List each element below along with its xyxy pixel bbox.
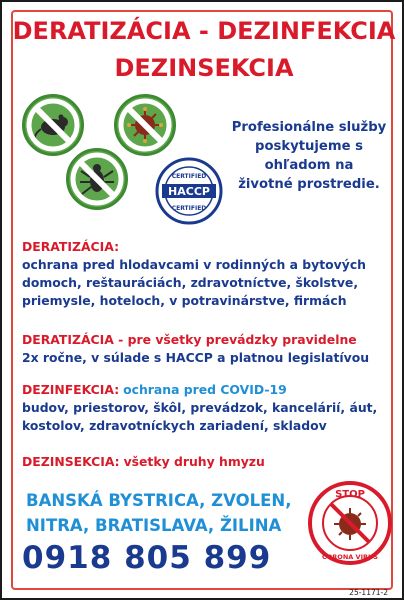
svg-text:HACCP: HACCP: [168, 185, 210, 198]
svg-text:STOP: STOP: [335, 489, 365, 500]
deratizacia-section: [22, 238, 397, 310]
svg-text:CORONA VIRUS: CORONA VIRUS: [322, 553, 378, 561]
deratizacia-line: ochrana pred hlodavcami v rodinných a bytových: [22, 257, 366, 272]
intro-line: životné prostredie.: [238, 177, 380, 192]
dezinfekcia-heading: DEZINFEKCIA:: [22, 382, 120, 397]
dezinfekcia-covid: ochrana pred COVID-19: [123, 382, 287, 397]
stop-corona-badge: [307, 480, 393, 566]
deratizacia-regular-section: [22, 331, 397, 367]
svg-text:CERTIFIED: CERTIFIED: [171, 173, 207, 180]
cities-line: BANSKÁ BYSTRICA, ZVOLEN,: [26, 491, 292, 510]
no-virus-icon: [114, 94, 176, 156]
deratizacia-regular-heading: DERATIZÁCIA - pre všetky prevádzky pravidelne: [22, 332, 357, 347]
no-insect-icon: [66, 148, 128, 210]
phone-number[interactable]: 0918 805 899: [22, 540, 272, 576]
cities-line: NITRA, BRATISLAVA, ŽILINA: [26, 516, 282, 535]
dezinfekcia-line: kostolov, zdravotníckych zariadení, skladov: [22, 418, 327, 433]
cities: [26, 488, 326, 538]
dezinsekcia-section: [22, 453, 397, 471]
dezinsekcia-heading: DEZINSEKCIA:: [22, 454, 120, 469]
dezinfekcia-line: budov, priestorov, škôl, prevádzok, kancelárií, áut,: [22, 400, 378, 415]
deratizacia-regular-line: 2x ročne, v súlade s HACCP a platnou legislatívou: [22, 350, 370, 365]
svg-text:CERTIFIED: CERTIFIED: [171, 205, 207, 212]
print-code: 25-1171-2: [349, 588, 388, 597]
title-line-1: DERATIZÁCIA - DEZINFEKCIA: [12, 17, 396, 45]
dezinsekcia-text: všetky druhy hmyzu: [123, 454, 265, 469]
deratizacia-line: priemysle, hoteloch, v potravinárstve, firmách: [22, 293, 347, 308]
haccp-certified-badge: [154, 156, 224, 226]
no-rodent-icon: [22, 94, 84, 156]
deratizacia-line: domoch, reštauráciách, zdravotníctve, školstve,: [22, 275, 359, 290]
service-icons: [22, 94, 232, 224]
intro-line: ohľadom na: [264, 158, 354, 173]
intro-text: [224, 118, 394, 194]
intro-line: poskytujeme s: [255, 139, 363, 154]
intro-line: Profesionálne služby: [231, 120, 387, 135]
title-line-2: DEZINSEKCIA: [114, 54, 294, 82]
deratizacia-heading: DERATIZÁCIA:: [22, 239, 120, 254]
dezinfekcia-section: [22, 381, 397, 435]
